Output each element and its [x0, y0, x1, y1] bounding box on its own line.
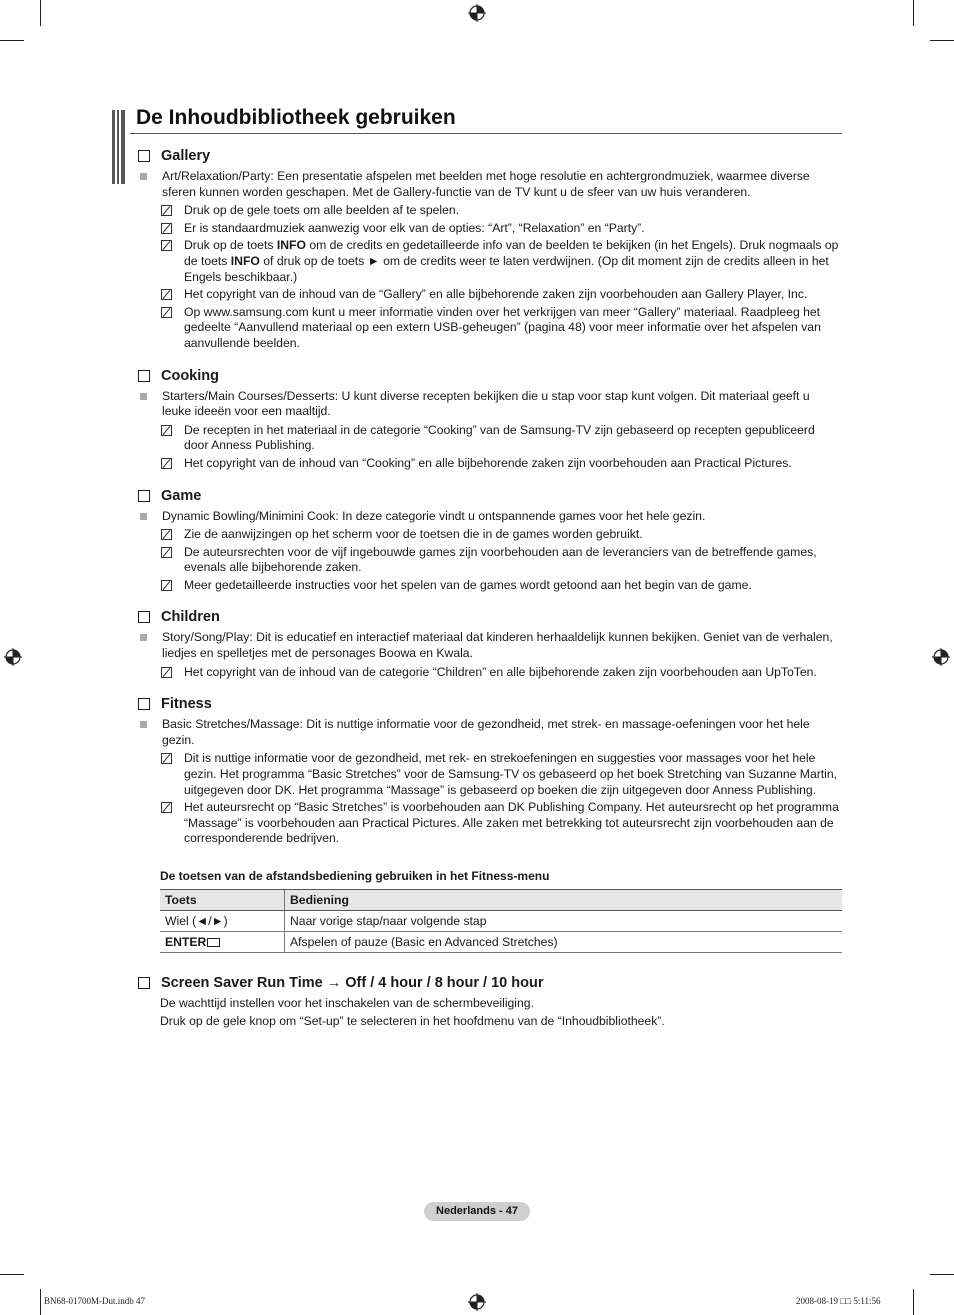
bullet-item: Starters/Main Courses/Desserts: U kunt diverse recepten bekijken die u stap voor stap kunt volgen. Dit materiaal geeft u leuke ideeën voor een maaltijd.: [138, 389, 842, 420]
remote-keys-table: [160, 889, 842, 953]
table-row: [160, 911, 842, 932]
title-rule: [130, 133, 842, 134]
section-fitness: [138, 694, 842, 953]
table-header: Toets: [160, 890, 285, 911]
registration-mark-icon: [932, 648, 950, 666]
crop-mark: [40, 1289, 41, 1315]
note-icon: [161, 425, 172, 436]
content: [138, 146, 842, 1043]
square-bullet-icon: [140, 173, 147, 180]
crop-mark: [0, 40, 24, 41]
table-cell: Naar vorige stap/naar volgende stap: [285, 911, 843, 932]
section-game: [138, 486, 842, 594]
note-icon: [161, 307, 172, 318]
body-text: De wachttijd instellen voor het inschakelen van de schermbeveiliging.: [160, 996, 534, 1010]
title-bars-decoration: [112, 110, 126, 184]
enter-icon: [207, 938, 220, 947]
section-title: Game: [161, 487, 202, 504]
section-title: Gallery: [161, 148, 211, 164]
file-slug: BN68-01700M-Dut.indb 47: [44, 1296, 145, 1306]
note-item: Het copyright van de inhoud van de “Gallery” en alle bijbehorende zaken zijn voorbehouden aan Gallery Player, Inc.: [160, 287, 842, 303]
table-header: Bediening: [285, 890, 843, 911]
bullet-item: Art/Relaxation/Party: Een presentatie afspelen met beelden met hoge resolutie en achtergrondmuziek, waarmee diverse sferen kunnen worden geschapen. Met de Gallery-functie van de TV kunt u de sfeer van uw huis veranderen.: [138, 169, 842, 200]
note-item: Druk op de toets INFO om de credits en gedetailleerde info van de beelden te bekijken (in het Engels). Druk nogmaals op de toets INFO of druk op de toets ► om de credits weer te laten verdwijnen. (Op dit moment zijn de credits alleen in het Engels beschikbaar.): [160, 238, 842, 285]
table-cell: ENTER: [160, 932, 285, 953]
table-row: [160, 932, 842, 953]
note-icon: [161, 667, 172, 678]
note-icon: [161, 240, 172, 251]
registration-mark-icon: [468, 4, 486, 22]
note-item: Het copyright van de inhoud van de categorie “Children” en alle bijbehorende zaken zijn voorbehouden aan UpToTen.: [160, 665, 842, 681]
checkbox-icon: [138, 370, 150, 382]
note-icon: [161, 223, 172, 234]
note-item: Zie de aanwijzingen op het scherm voor de toetsen die in de games worden gebruikt.: [160, 527, 842, 543]
note-icon: [161, 458, 172, 469]
crop-mark: [930, 1274, 954, 1275]
note-icon: [161, 547, 172, 558]
note-item: De recepten in het materiaal in de categorie “Cooking” van de Samsung-TV zijn gebaseerd op recepten gepubliceerd door Anness Publishing.: [160, 423, 842, 454]
checkbox-icon: [138, 698, 150, 710]
table-caption: De toetsen van de afstandsbediening gebruiken in het Fitness-menu: [160, 869, 550, 883]
section-title: Screen Saver Run Time → Off / 4 hour / 8 hour / 10 hour: [161, 975, 544, 991]
bullet-item: Story/Song/Play: Dit is educatief en interactief materiaal dat kinderen herhaaldelijk kunnen bekijken. Geniet van de verhalen, liedjes en spelletjes met de personages Boowa en Kwala.: [138, 630, 842, 661]
table-cell: Afspelen of pauze (Basic en Advanced Stretches): [285, 932, 843, 953]
crop-mark: [930, 40, 954, 41]
table-cell: Wiel (◄/►): [160, 911, 285, 932]
checkbox-icon: [138, 611, 150, 623]
date-slug: 2008-08-19 □□ 5:11:56: [796, 1296, 881, 1306]
section-cooking: [138, 366, 842, 472]
crop-mark: [0, 1274, 24, 1275]
bullet-item: Basic Stretches/Massage: Dit is nuttige informatie voor de gezondheid, met strek- en massage-oefeningen voor het hele gezin.: [138, 717, 842, 748]
table-header-row: [160, 890, 842, 911]
note-item: Druk op de gele toets om alle beelden af te spelen.: [160, 203, 842, 219]
note-icon: [161, 205, 172, 216]
registration-mark-icon: [468, 1293, 486, 1311]
note-item: Op www.samsung.com kunt u meer informatie vinden over het verkrijgen van meer “Gallery” materiaal. Raadpleeg het gedeelte “Aanvullend materiaal op een extern USB-geheugen” (pagina 48) voor meer informatie over het afspelen van aanvullende beelden.: [160, 305, 842, 352]
checkbox-icon: [138, 150, 150, 162]
note-item: De auteursrechten voor de vijf ingebouwde games zijn voorbehouden aan de leveranciers van de betreffende games, evenals alle bijbehorende zaken.: [160, 545, 842, 576]
square-bullet-icon: [140, 721, 147, 728]
body-text: Druk op de gele knop om “Set-up” te selecteren in het hoofdmenu van de “Inhoudbibliotheek”.: [160, 1013, 665, 1028]
square-bullet-icon: [140, 393, 147, 400]
note-item: Het auteursrecht op “Basic Stretches” is voorbehouden aan DK Publishing Company. Het auteursrecht op het programma “Massage” is voorbehouden aan Practical Pictures. Alle zaken met betrekking tot auteursrecht zijn voorbehouden aan de corresponderende bedrijven.: [160, 800, 842, 847]
page-number-badge: Nederlands - 47: [424, 1202, 530, 1221]
section-title: Fitness: [161, 696, 212, 713]
bullet-item: Dynamic Bowling/Minimini Cook: In deze categorie vindt u ontspannende games voor het hele gezin.: [138, 509, 842, 525]
section-title: Cooking: [161, 367, 219, 384]
note-icon: [161, 802, 172, 813]
checkbox-icon: [138, 490, 150, 502]
square-bullet-icon: [140, 513, 147, 520]
section-screen-saver: [138, 973, 842, 1029]
note-icon: [161, 529, 172, 540]
note-item: Dit is nuttige informatie voor de gezondheid, met rek- en strekoefeningen en suggesties voor massages voor het hele gezin. Het programma “Basic Stretches” voor de Samsung-TV os gebaseerd op het boek Stretching van Suzanne Martin, uitgegeven door DK. Het programma “Massage” is gebaseerd op boeken die zijn uitgegeven door Anness Publishing.: [160, 751, 842, 798]
section-children: [138, 607, 842, 680]
crop-mark: [913, 0, 914, 26]
crop-mark: [40, 0, 41, 26]
note-icon: [161, 753, 172, 764]
note-item: Het copyright van de inhoud van “Cooking” en alle bijbehorende zaken zijn voorbehouden aan Practical Pictures.: [160, 456, 842, 472]
page-title: De Inhoudbibliotheek gebruiken: [136, 106, 456, 129]
note-icon: [161, 580, 172, 591]
note-item: Er is standaardmuziek aanwezig voor elk van de opties: “Art”, “Relaxation” en “Party”.: [160, 221, 842, 237]
registration-mark-icon: [4, 648, 22, 666]
note-item: Meer gedetailleerde instructies voor het spelen van de games wordt getoond aan het begin van de game.: [160, 578, 842, 594]
crop-mark: [913, 1289, 914, 1315]
square-bullet-icon: [140, 634, 147, 641]
note-icon: [161, 289, 172, 300]
section-gallery: [138, 146, 842, 352]
section-title: Children: [161, 609, 220, 626]
checkbox-icon: [138, 977, 150, 989]
